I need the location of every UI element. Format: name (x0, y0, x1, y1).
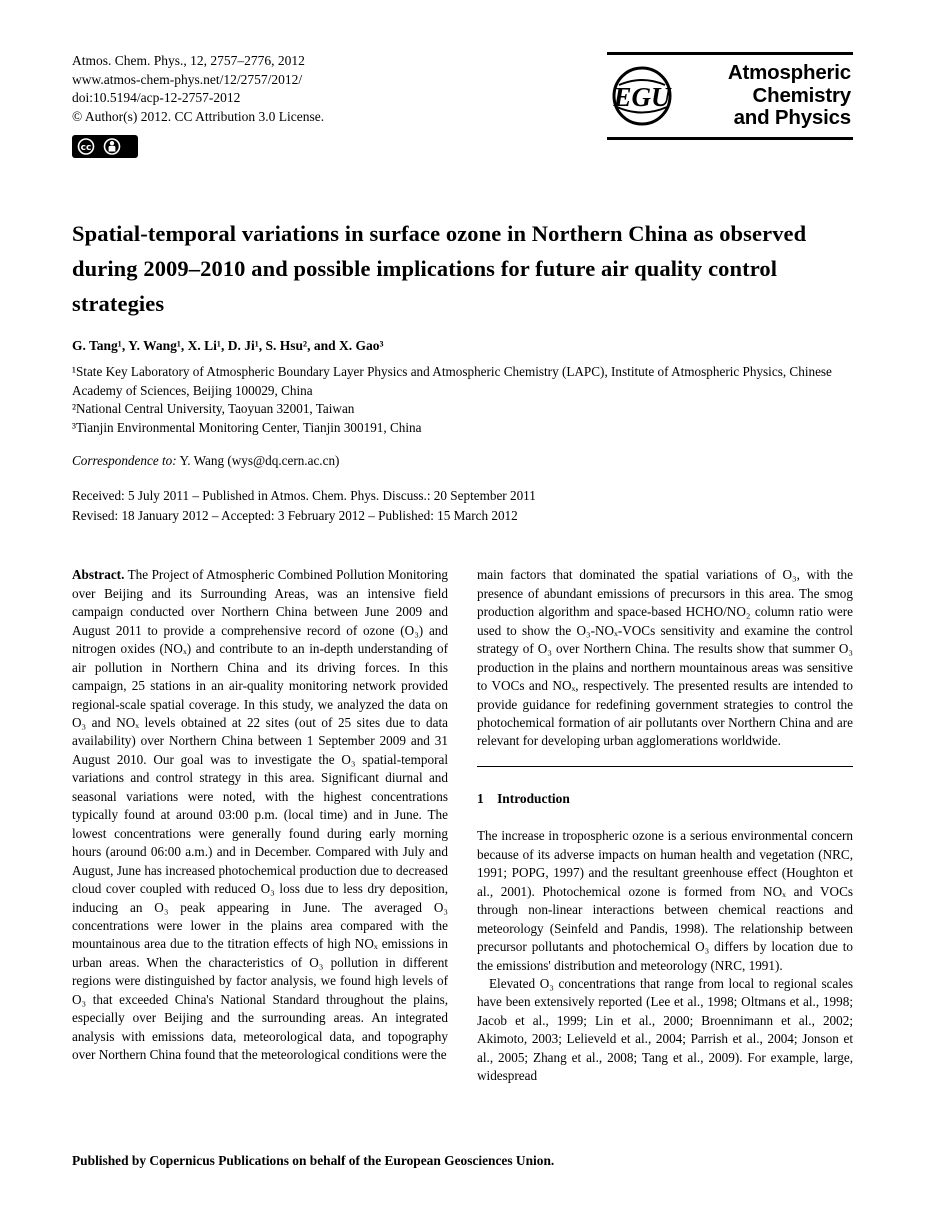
paper-title: Spatial-temporal variations in surface ozone in Northern China as observed during 2009–2010 and possible implications for future air quality control strategies (72, 220, 807, 316)
citation-block (72, 52, 324, 164)
correspondence-line (72, 453, 853, 469)
doi-link[interactable]: doi:10.5194/acp-12-2757-2012 (72, 90, 241, 106)
journal-banner (607, 52, 853, 140)
egu-logo-icon (609, 63, 675, 129)
abstract-label: Abstract. (72, 567, 125, 583)
introduction-paragraph-1: The increase in tropospheric ozone is a serious environmental concern because of its adverse impacts on human health and vegetation (NRC, 1991; POPG, 1997) and the resultant greenhouse effect (Houghton et al., 2001). Photochemical ozone is formed from NOₓ and VOCs through non-linear interactions between chemical reactions and meteorology (Seinfeld and Pandis, 1998). The relationship between precursor pollutants and photochemical O₃ differs by location due to the emissions' distribution and meteorology (NRC, 1991). (477, 828, 853, 973)
section-heading-introduction: 1 Introduction (477, 790, 570, 806)
dates-block (72, 486, 853, 525)
affiliation-1: ¹State Key Laboratory of Atmospheric Boundary Layer Physics and Atmospheric Chemistry (LAPC), Institute of Atmospheric Physics, Chinese Academy of Sciences, Beijing 100029, China (72, 363, 832, 398)
header (72, 52, 853, 164)
publisher-note: Published by Copernicus Publications on behalf of the European Geosciences Union. (72, 1153, 555, 1168)
affiliations (72, 363, 853, 437)
left-column (72, 566, 448, 1085)
journal-reference: Atmos. Chem. Phys., 12, 2757–2776, 2012 (72, 53, 305, 68)
journal-url[interactable]: www.atmos-chem-phys.net/12/2757/2012/ (72, 71, 303, 87)
correspondence-label: Correspondence to: (72, 453, 177, 469)
correspondence-contact[interactable]: Y. Wang (wys@dq.cern.ac.cn) (179, 453, 340, 469)
affiliation-3: ³Tianjin Environmental Monitoring Center, Tianjin 300191, China (72, 419, 422, 435)
affiliation-2: ²National Central University, Taoyuan 32001, Taiwan (72, 401, 355, 417)
revised-line: Revised: 18 January 2012 – Accepted: 3 February 2012 – Published: 15 March 2012 (72, 507, 518, 523)
journal-name-line-2: Chemistry (752, 83, 851, 107)
cc-by-badge[interactable] (72, 135, 138, 164)
cc-by-badge-icon (72, 135, 138, 158)
section-divider (477, 766, 853, 767)
journal-name-line-3: and Physics (733, 106, 851, 129)
svg-text:EGU: EGU (613, 81, 671, 112)
authors-line: G. Tang¹, Y. Wang¹, X. Li¹, D. Ji¹, S. Hsu², and X. Gao³ (72, 337, 384, 353)
introduction-paragraph-2: Elevated O₃ concentrations that range from local to regional scales have been extensively reported (Lee et al., 1998; Oltmans et al., 1998; Jacob et al., 1999; Lin et al., 2000; Broennimann et al., 2002; Akimoto, 2003; Lelieveld et al., 2004; Parrish et al., 2004; Jonson et al., 2005; Zhang et al., 2008; Tang et al., 2009). For example, large, widespread (477, 975, 853, 1084)
abstract-paragraph (72, 566, 448, 1064)
svg-text:cc: cc (80, 143, 92, 154)
received-line: Received: 5 July 2011 – Published in Atmos. Chem. Phys. Discuss.: 20 September 2011 (72, 488, 536, 504)
abstract-text-left: The Project of Atmospheric Combined Pollution Monitoring over Beijing and its Surrounding Areas, was an intensive field campaign conducted over Northern China between June 2009 and August 2011 to provide a comprehensive record of ozone (O₃) and nitrogen oxides (NOₓ) and contribute to an in-depth understanding of air pollution in Northern China and its driving forces. In this campaign, 25 stations in an air-quality monitoring network provided regional-scale spatial coverage. In this study, we analyzed the data on O₃ and NOₓ levels obtained at 22 sites (out of 25 sites due to data availability) over Northern China between 1 September 2009 and 31 August 2010. Our goal was to investigate the O₃ spatial-temporal variations and control strategy in this area. Significant diurnal and seasonal variations were noted, with the highest concentrations typically found at around 03:00 p.m. (local time) and in June. The lowest concentrations were generally found during early morning hours (around 06:00 a.m.) and in December. Compared with July and August, June has increased photochemical production due to decreased cloud cover coupled with reduced O₃ loss due to less dry deposition, inducing an O₃ peak appearing in June. The averaged O₃ concentrations were lower in the plains area compared with the mountainous area due to the titration effects of high NOₓ emissions in urban areas. When the characteristics of O₃ pollution in different regions were distinguished by factor analysis, we found high levels of O₃ that exceeded China's National Standard throughout the plains, especially over Beijing and the surrounding areas. An integrated analysis with emissions data, meteorological data, and topography over Northern China found that the meteorological conditions were the (72, 567, 449, 1063)
right-column (477, 566, 853, 1085)
abstract-text-right: main factors that dominated the spatial variations of O₃, with the presence of abundant emissions of precursors in this area. The smog production algorithm and space-based HCHO/NO₂ column ratio were used to show the O₃-NOₓ-VOCs sensitivity and examine the control strategy of O₃ over Northern China. The results show that summer O₃ production in the plains and northern mountainous areas was sensitive to VOCs and NOₓ, respectively. The presented results are intended to provide guidance for redefining government strategies to control the photochemical formation of air pollutants over Northern China and are relevant for developing urban agglomerations worldwide. (477, 567, 853, 749)
journal-name (683, 62, 851, 130)
license-line: © Author(s) 2012. CC Attribution 3.0 License. (72, 108, 325, 124)
journal-name-line-1: Atmospheric (727, 61, 851, 84)
body-columns (72, 566, 853, 1085)
